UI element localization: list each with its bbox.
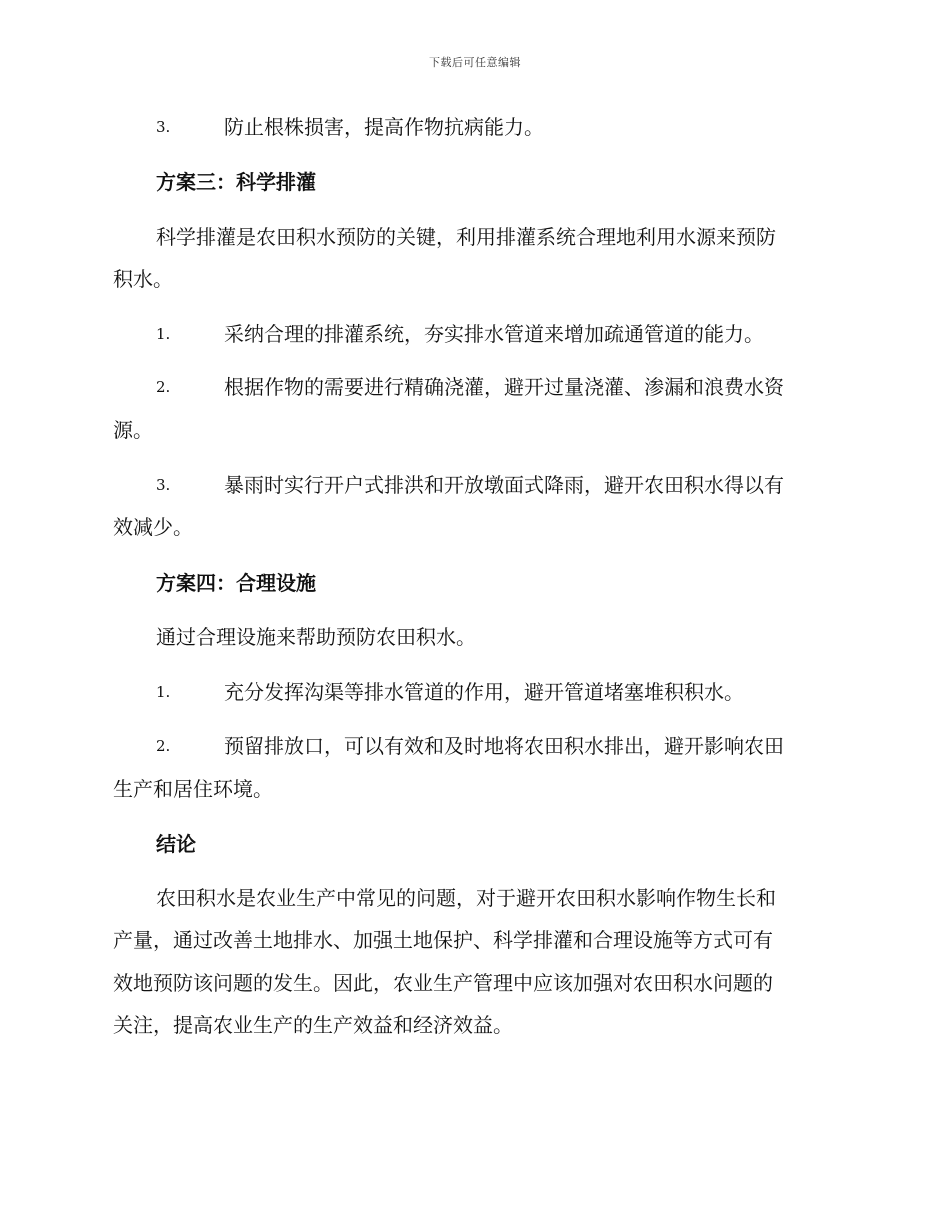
list-item-text: 采纳合理的排灌系统，夯实排水管道来增加疏通管道的能力。	[224, 322, 764, 346]
paragraph-line: 产量，通过改善土地排水、加强土地保护、科学排灌和合理设施等方式可有	[113, 928, 773, 952]
list-item-text: 效减少。	[113, 515, 193, 539]
list-item-text: 源。	[113, 418, 153, 442]
list-item-text: 根据作物的需要进行精确浇灌，避开过量浇灌、渗漏和浪费水资	[224, 375, 784, 399]
list-number: 3.	[156, 476, 171, 494]
page-header: 下载后可任意编辑	[429, 56, 521, 69]
section-heading-conclusion: 结论	[156, 832, 196, 856]
paragraph-line: 科学排灌是农田积水预防的关键，利用排灌系统合理地利用水源来预防	[156, 225, 776, 249]
list-number: 3.	[156, 118, 171, 136]
list-item-text: 防止根株损害，提高作物抗病能力。	[224, 115, 544, 139]
paragraph-line: 通过合理设施来帮助预防农田积水。	[156, 625, 476, 649]
list-item-text: 充分发挥沟渠等排水管道的作用，避开管道堵塞堆积积水。	[224, 680, 744, 704]
list-number: 1.	[156, 683, 171, 701]
list-item-text: 暴雨时实行开户式排洪和开放墩面式降雨，避开农田积水得以有	[224, 473, 784, 497]
list-number: 1.	[156, 325, 171, 343]
paragraph-line: 效地预防该问题的发生。因此，农业生产管理中应该加强对农田积水问题的	[113, 971, 773, 995]
section-heading-4: 方案四：合理设施	[156, 571, 316, 595]
paragraph-line: 农田积水是农业生产中常见的问题，对于避开农田积水影响作物生长和	[156, 886, 776, 910]
list-item-text: 预留排放口，可以有效和及时地将农田积水排出，避开影响农田	[224, 734, 784, 758]
paragraph-line: 积水。	[113, 267, 173, 291]
list-number: 2.	[156, 378, 171, 396]
paragraph-line: 关注，提高农业生产的生产效益和经济效益。	[113, 1013, 513, 1037]
list-number: 2.	[156, 737, 171, 755]
list-item-text: 生产和居住环境。	[113, 777, 273, 801]
section-heading-3: 方案三：科学排灌	[156, 170, 316, 194]
